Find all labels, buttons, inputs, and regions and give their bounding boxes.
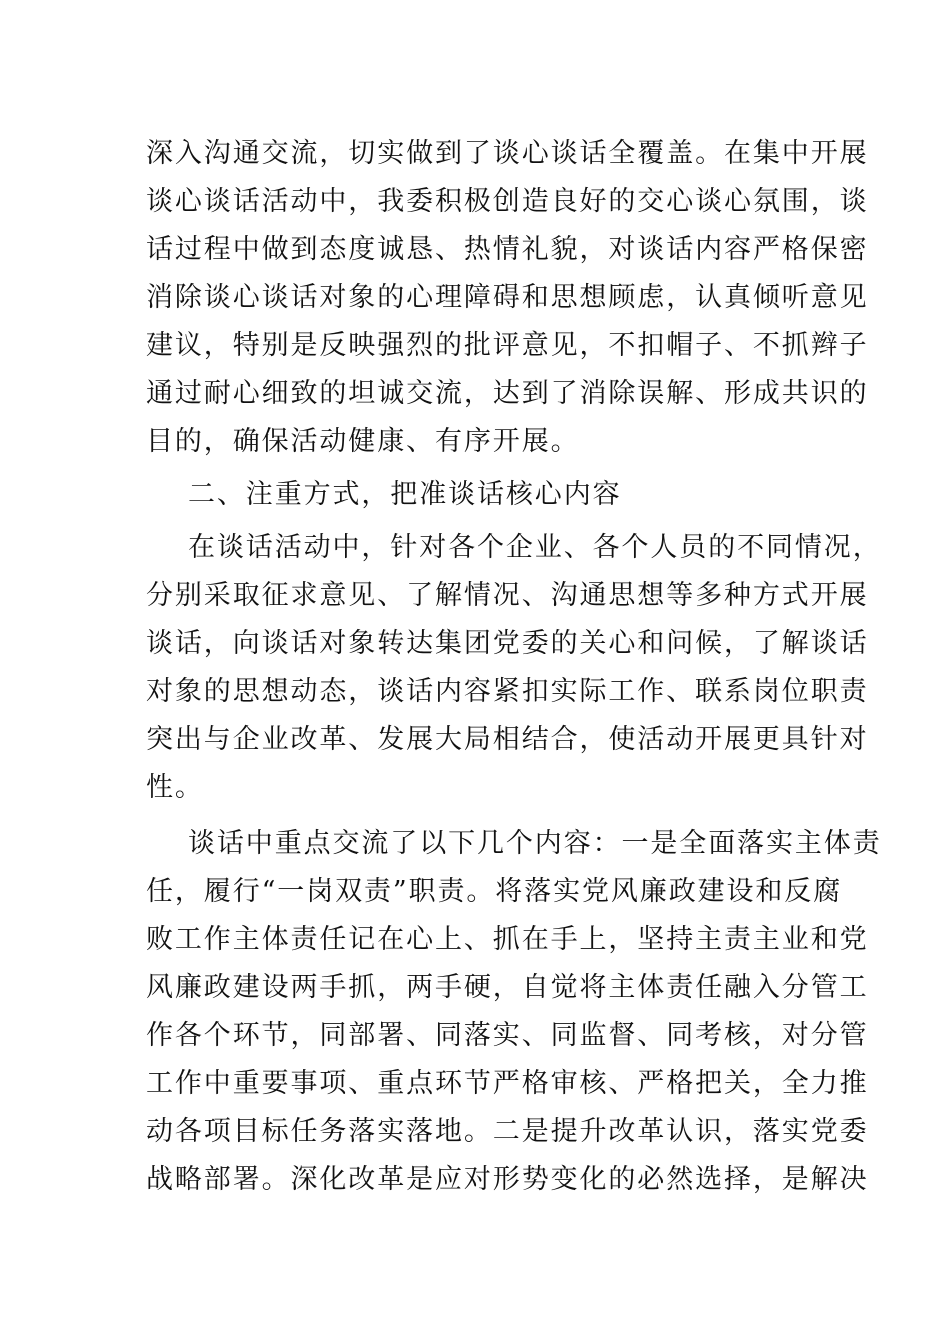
text-line: 消除谈心谈话对象的心理障碍和思想顾虑，认真倾听意见 xyxy=(146,282,869,313)
text-line: 对象的思想动态，谈话内容紧扣实际工作、联系岗位职责 xyxy=(146,676,869,707)
text-line: 谈话，向谈话对象转达集团党委的关心和问候，了解谈话 xyxy=(146,628,869,659)
text-line: 作各个环节，同部署、同落实、同监督、同考核，对分管 xyxy=(146,1020,869,1051)
text-line: 谈话中重点交流了以下几个内容：一是全面落实主体责 xyxy=(188,828,882,859)
text-line: 深入沟通交流，切实做到了谈心谈话全覆盖。在集中开展 xyxy=(146,138,869,169)
text-line: 通过耐心细致的坦诚交流，达到了消除误解、形成共识的 xyxy=(146,378,869,409)
text-line: 谈心谈话活动中，我委积极创造良好的交心谈心氛围，谈 xyxy=(146,186,869,217)
text-line: 风廉政建设两手抓，两手硬，自觉将主体责任融入分管工 xyxy=(146,972,869,1003)
text-line: 在谈话活动中，针对各个企业、各个人员的不同情况， xyxy=(188,532,882,563)
text-line: 突出与企业改革、发展大局相结合，使活动开展更具针对 xyxy=(146,724,869,755)
text-line: 战略部署。深化改革是应对形势变化的必然选择，是解决 xyxy=(146,1164,869,1195)
text-line: 建议，特别是反映强烈的批评意见，不扣帽子、不抓辫子 xyxy=(146,330,869,361)
text-line: 目的，确保活动健康、有序开展。 xyxy=(146,426,580,457)
text-line: 话过程中做到态度诚恳、热情礼貌，对谈话内容严格保密 xyxy=(146,234,869,265)
section-heading: 二、注重方式，把准谈话核心内容 xyxy=(188,479,622,510)
text-line: 性。 xyxy=(146,772,204,803)
text-line: 分别采取征求意见、了解情况、沟通思想等多种方式开展 xyxy=(146,580,869,611)
text-line: 工作中重要事项、重点环节严格审核、严格把关，全力推 xyxy=(146,1068,869,1099)
text-line: 动各项目标任务落实落地。二是提升改革认识，落实党委 xyxy=(146,1116,869,1147)
text-line: 败工作主体责任记在心上、抓在手上，坚持主责主业和党 xyxy=(146,924,869,955)
text-line: 任，履行“一岗双责”职责。将落实党风廉政建设和反腐 xyxy=(146,876,843,907)
